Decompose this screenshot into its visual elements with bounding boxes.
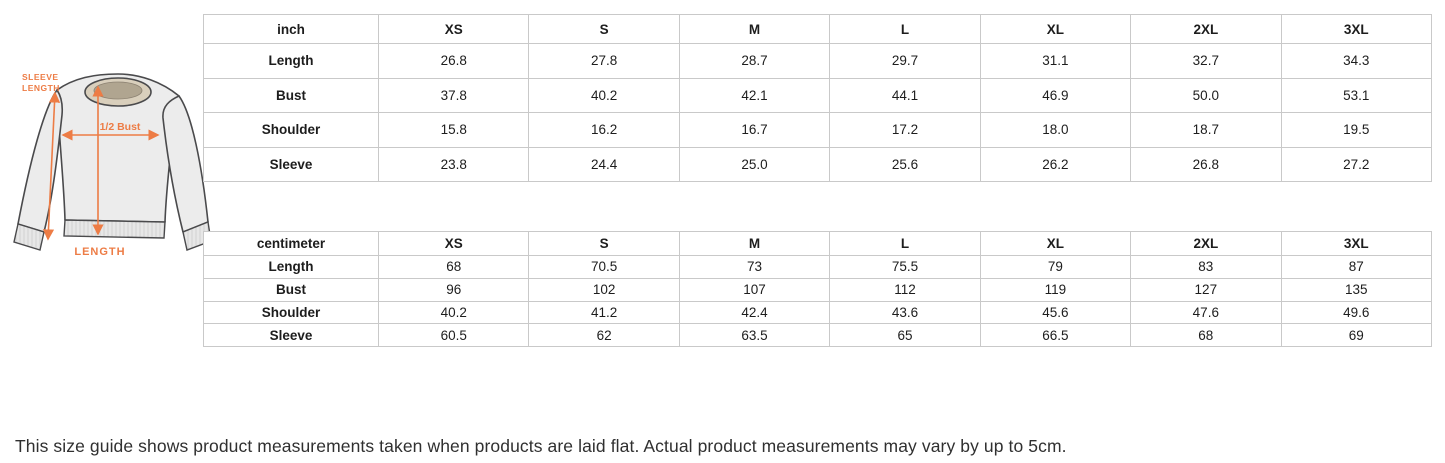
sweatshirt-collar-inner	[94, 82, 142, 99]
size-column-header: XL	[980, 232, 1130, 256]
measurement-value: 28.7	[679, 44, 829, 79]
size-column-header: 3XL	[1281, 232, 1431, 256]
measurement-value: 68	[1131, 324, 1281, 347]
measurement-label: Shoulder	[204, 301, 379, 324]
measurement-value: 17.2	[830, 113, 980, 148]
measurement-value: 62	[529, 324, 679, 347]
measurement-value: 42.4	[679, 301, 829, 324]
measurement-value: 53.1	[1281, 78, 1431, 113]
measurement-value: 50.0	[1131, 78, 1281, 113]
size-column-header: L	[830, 232, 980, 256]
header-row	[204, 15, 1432, 44]
measurement-row	[204, 324, 1432, 347]
measurement-value: 27.2	[1281, 147, 1431, 182]
measurement-label: Shoulder	[204, 113, 379, 148]
measurement-value: 46.9	[980, 78, 1130, 113]
measurement-value: 37.8	[379, 78, 529, 113]
measurement-value: 73	[679, 256, 829, 279]
measurement-value: 32.7	[1131, 44, 1281, 79]
sweatshirt-hem	[64, 220, 165, 238]
sweatshirt-icon	[6, 66, 212, 266]
measurement-value: 79	[980, 256, 1130, 279]
unit-header: centimeter	[204, 232, 379, 256]
measurement-value: 18.7	[1131, 113, 1281, 148]
measurement-row	[204, 113, 1432, 148]
size-column-header: 3XL	[1281, 15, 1431, 44]
measurement-value: 40.2	[379, 301, 529, 324]
measurement-value: 63.5	[679, 324, 829, 347]
measurement-value: 34.3	[1281, 44, 1431, 79]
length-label: LENGTH	[74, 246, 126, 258]
measurement-value: 107	[679, 278, 829, 301]
unit-header: inch	[204, 15, 379, 44]
measurement-row	[204, 256, 1432, 279]
size-column-header: XS	[379, 232, 529, 256]
measurement-row	[204, 301, 1432, 324]
measurement-label: Sleeve	[204, 147, 379, 182]
sweatshirt-measurement-diagram	[6, 66, 212, 266]
header-row	[204, 232, 1432, 256]
measurement-value: 69	[1281, 324, 1431, 347]
sweatshirt-right-sleeve	[163, 96, 208, 232]
measurement-value: 43.6	[830, 301, 980, 324]
measurement-label: Bust	[204, 78, 379, 113]
sleeve-length-label-line1: SLEEVE	[22, 72, 59, 82]
half-bust-label: 1/2 Bust	[99, 121, 141, 133]
measurement-value: 26.8	[379, 44, 529, 79]
measurement-value: 26.8	[1131, 147, 1281, 182]
measurement-value: 47.6	[1131, 301, 1281, 324]
measurement-row	[204, 78, 1432, 113]
measurement-value: 41.2	[529, 301, 679, 324]
measurement-value: 112	[830, 278, 980, 301]
measurement-row	[204, 44, 1432, 79]
sleeve-length-label-line2: LENGTH	[22, 83, 60, 93]
measurement-value: 29.7	[830, 44, 980, 79]
measurement-value: 87	[1281, 256, 1431, 279]
measurement-value: 49.6	[1281, 301, 1431, 324]
measurement-value: 65	[830, 324, 980, 347]
measurement-label: Length	[204, 256, 379, 279]
measurement-value: 68	[379, 256, 529, 279]
measurement-value: 15.8	[379, 113, 529, 148]
measurement-value: 16.2	[529, 113, 679, 148]
measurement-value: 102	[529, 278, 679, 301]
measurement-value: 31.1	[980, 44, 1130, 79]
measurement-value: 83	[1131, 256, 1281, 279]
size-column-header: 2XL	[1131, 15, 1281, 44]
measurement-value: 18.0	[980, 113, 1130, 148]
size-column-header: M	[679, 15, 829, 44]
measurement-label: Sleeve	[204, 324, 379, 347]
measurement-label: Length	[204, 44, 379, 79]
measurement-value: 127	[1131, 278, 1281, 301]
measurement-value: 23.8	[379, 147, 529, 182]
size-table-centimeter	[203, 231, 1432, 347]
size-table-inch	[203, 14, 1432, 182]
measurement-label: Bust	[204, 278, 379, 301]
measurement-value: 24.4	[529, 147, 679, 182]
measurement-value: 75.5	[830, 256, 980, 279]
measurement-value: 42.1	[679, 78, 829, 113]
measurement-value: 66.5	[980, 324, 1130, 347]
measurement-value: 16.7	[679, 113, 829, 148]
measurement-value: 44.1	[830, 78, 980, 113]
measurement-value: 19.5	[1281, 113, 1431, 148]
measurement-row	[204, 278, 1432, 301]
measurement-value: 25.0	[679, 147, 829, 182]
measurement-value: 96	[379, 278, 529, 301]
measurement-value: 25.6	[830, 147, 980, 182]
measurement-value: 40.2	[529, 78, 679, 113]
measurement-value: 26.2	[980, 147, 1130, 182]
size-column-header: 2XL	[1131, 232, 1281, 256]
sweatshirt-left-sleeve	[18, 90, 62, 232]
measurement-row	[204, 147, 1432, 182]
size-column-header: S	[529, 232, 679, 256]
size-column-header: L	[830, 15, 980, 44]
size-column-header: S	[529, 15, 679, 44]
size-column-header: XL	[980, 15, 1130, 44]
size-guide-footnote: This size guide shows product measurements taken when products are laid flat. Actual product measurements may vary by up to 5cm.	[15, 436, 1067, 456]
size-column-header: M	[679, 232, 829, 256]
measurement-value: 119	[980, 278, 1130, 301]
measurement-value: 60.5	[379, 324, 529, 347]
size-column-header: XS	[379, 15, 529, 44]
measurement-value: 27.8	[529, 44, 679, 79]
measurement-value: 45.6	[980, 301, 1130, 324]
measurement-value: 70.5	[529, 256, 679, 279]
measurement-value: 135	[1281, 278, 1431, 301]
